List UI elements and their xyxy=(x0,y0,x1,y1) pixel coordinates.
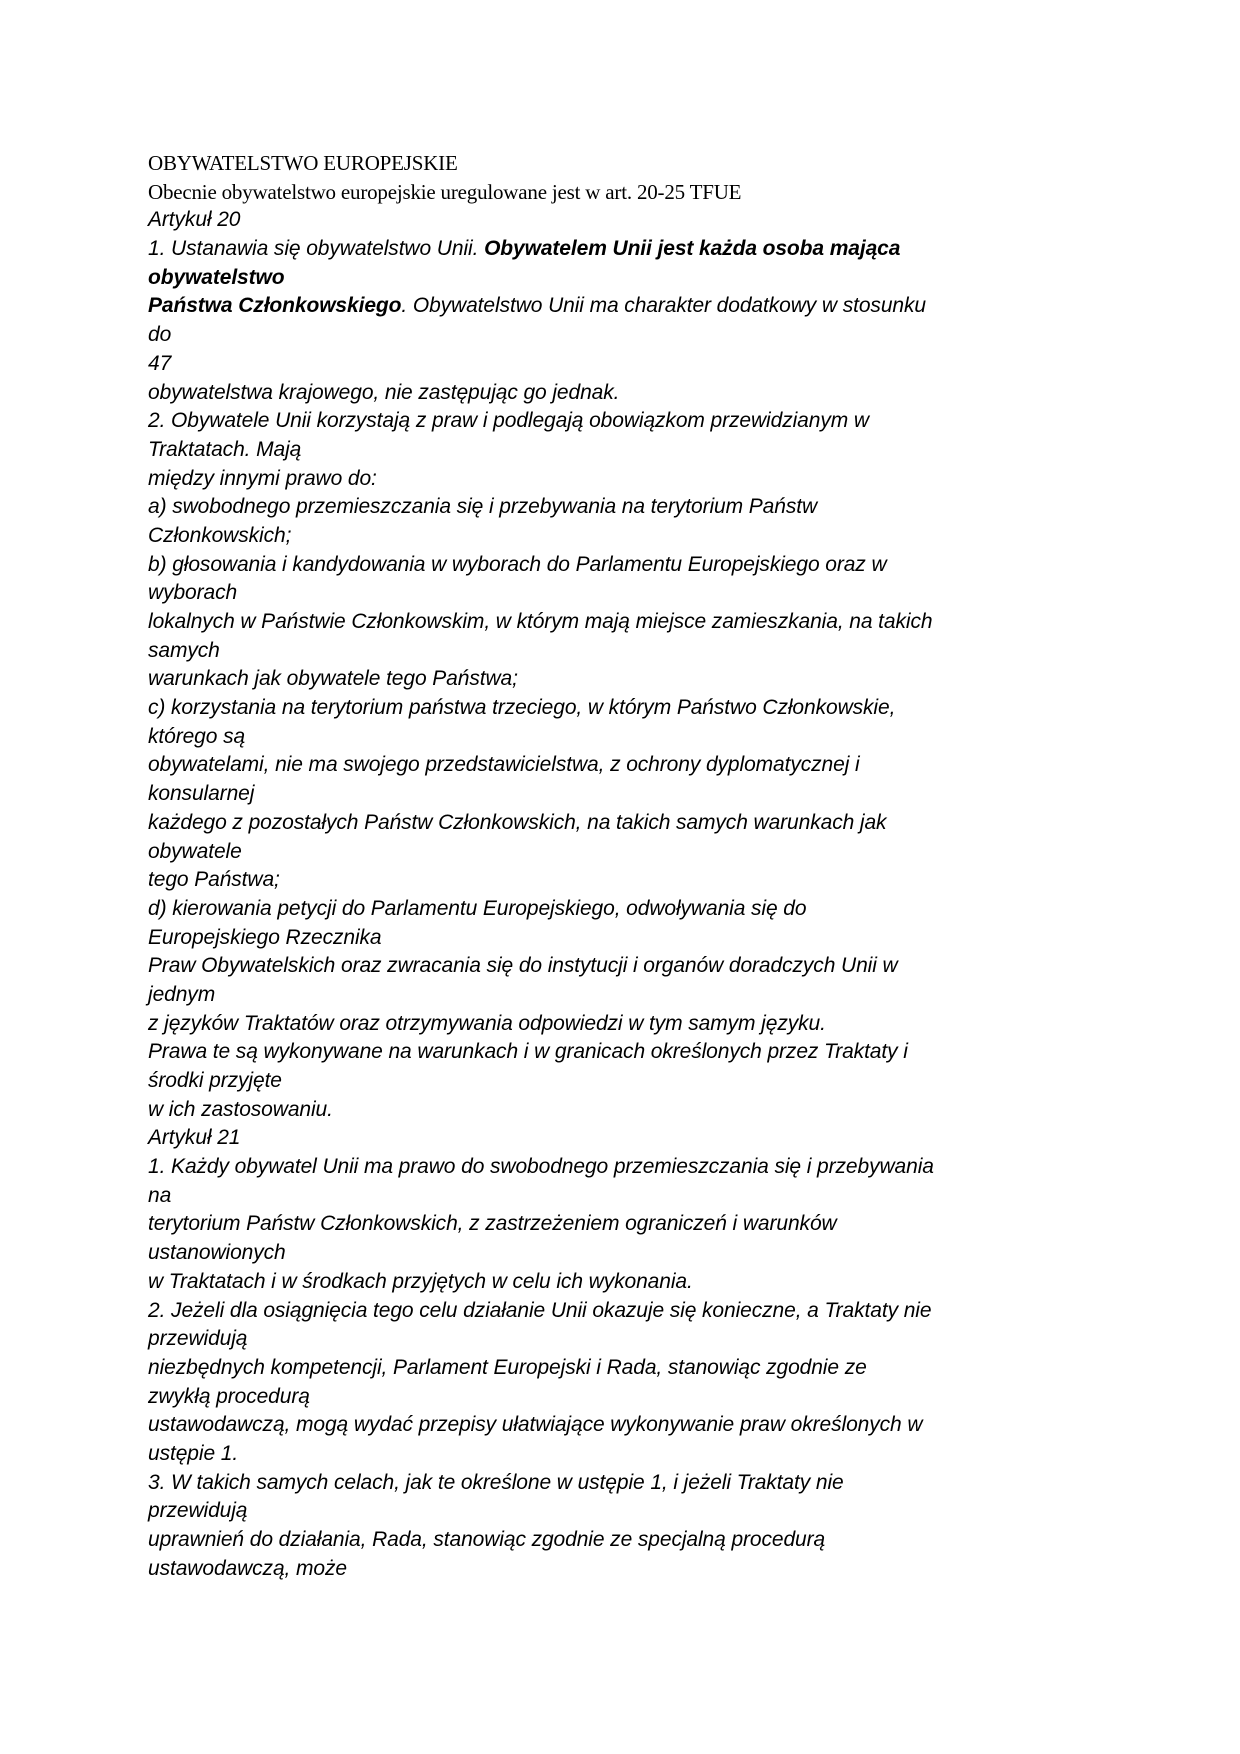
text-line: tego Państwa; xyxy=(148,868,280,892)
text-line: do xyxy=(148,323,172,347)
text-segment: . Obywatelstwo Unii ma charakter dodatkowy w stosunku xyxy=(401,294,926,318)
text-line: Traktatach. Mają xyxy=(148,437,302,461)
text-line: konsularnej xyxy=(148,782,255,806)
text-line: lokalnych w Państwie Członkowskim, w którym mają miejsce zamieszkania, na takich xyxy=(148,610,933,633)
bold-text-segment: Obywatelem Unii jest każda osoba mająca xyxy=(484,237,901,261)
text-line: ustawodawczą, mogą wydać przepisy ułatwiające wykonywanie praw określonych w xyxy=(148,1413,923,1437)
text-line: warunkach jak obywatele tego Państwa; xyxy=(148,667,518,691)
text-line: ustawodawczą, może xyxy=(148,1556,347,1580)
text-line: przewidują xyxy=(148,1499,248,1523)
text-line: 2. Obywatele Unii korzystają z praw i podlegają obowiązkom przewidzianym w xyxy=(148,409,869,433)
text-line: z języków Traktatów oraz otrzymywania odpowiedzi w tym samym języku. xyxy=(148,1011,826,1035)
text-line: d) kierowania petycji do Parlamentu Europejskiego, odwoływania się do xyxy=(148,896,807,920)
article-20-heading: Artykuł 20 xyxy=(148,208,241,232)
text-line: jednym xyxy=(148,982,216,1006)
bold-text-line: obywatelstwo xyxy=(148,265,285,289)
text-line: niezbędnych kompetencji, Parlament Europejski i Rada, stanowiąc zgodnie ze xyxy=(148,1355,867,1379)
text-line: obywatelstwa krajowego, nie zastępując go jednak. xyxy=(148,380,620,404)
text-line: ustanowionych xyxy=(148,1241,286,1265)
text-line: b) głosowania i kandydowania w wyborach do Parlamentu Europejskiego oraz w xyxy=(148,552,887,576)
text-line: obywatele xyxy=(148,839,242,863)
text-line: między innymi prawo do: xyxy=(148,466,377,490)
text-line: wyborach xyxy=(148,581,238,605)
text-line: na xyxy=(148,1183,172,1207)
text-line: 2. Jeżeli dla osiągnięcia tego celu działanie Unii okazuje się konieczne, a Traktaty nie xyxy=(148,1298,932,1322)
text-line: obywatelami, nie ma swojego przedstawicielstwa, z ochrony dyplomatycznej i xyxy=(148,753,860,777)
document-body xyxy=(148,149,1108,1583)
text-line: każdego z pozostałych Państw Członkowskich, na takich samych warunkach jak xyxy=(148,810,887,834)
text-line: Prawa te są wykonywane na warunkach i w granicach określonych przez Traktaty i xyxy=(148,1040,908,1064)
text-line: terytorium Państw Członkowskich, z zastrzeżeniem ograniczeń i warunków xyxy=(148,1212,837,1236)
text-line: a) swobodnego przemieszczania się i przebywania na terytorium Państw xyxy=(148,495,818,519)
text-line: ustępie 1. xyxy=(148,1441,239,1465)
text-line: środki przyjęte xyxy=(148,1069,282,1092)
text-line: w Traktatach i w środkach przyjętych w celu ich wykonania. xyxy=(148,1269,693,1293)
text-line: którego są xyxy=(148,724,246,748)
text-segment: 1. Ustanawia się obywatelstwo Unii. xyxy=(148,237,485,261)
text-line: c) korzystania na terytorium państwa trzeciego, w którym Państwo Członkowskie, xyxy=(148,696,896,720)
text-line: 3. W takich samych celach, jak te określone w ustępie 1, i jeżeli Traktaty nie xyxy=(148,1470,844,1494)
text-line: uprawnień do działania, Rada, stanowiąc zgodnie ze specjalną procedurą xyxy=(148,1528,826,1551)
text-line: Członkowskich; xyxy=(148,523,292,547)
text-line: samych xyxy=(148,638,220,662)
text-line xyxy=(148,235,1108,264)
page-number: 47 xyxy=(148,351,172,375)
document-intro: Obecnie obywatelstwo europejskie uregulowane jest w art. 20-25 TFUE xyxy=(148,179,742,204)
text-line: zwykłą procedurą xyxy=(148,1384,310,1408)
text-line xyxy=(148,292,1108,321)
text-line: 1. Każdy obywatel Unii ma prawo do swobodnego przemieszczania się i przebywania xyxy=(148,1155,934,1179)
text-line: Europejskiego Rzecznika xyxy=(148,925,382,949)
text-line: przewidują xyxy=(148,1327,248,1351)
document-title: OBYWATELSTWO EUROPEJSKIE xyxy=(148,151,458,175)
text-line: w ich zastosowaniu. xyxy=(148,1097,333,1121)
article-21-heading: Artykuł 21 xyxy=(148,1126,241,1150)
bold-text-segment: Państwa Członkowskiego xyxy=(148,294,402,318)
text-line: Praw Obywatelskich oraz zwracania się do instytucji i organów doradczych Unii w xyxy=(148,954,898,978)
